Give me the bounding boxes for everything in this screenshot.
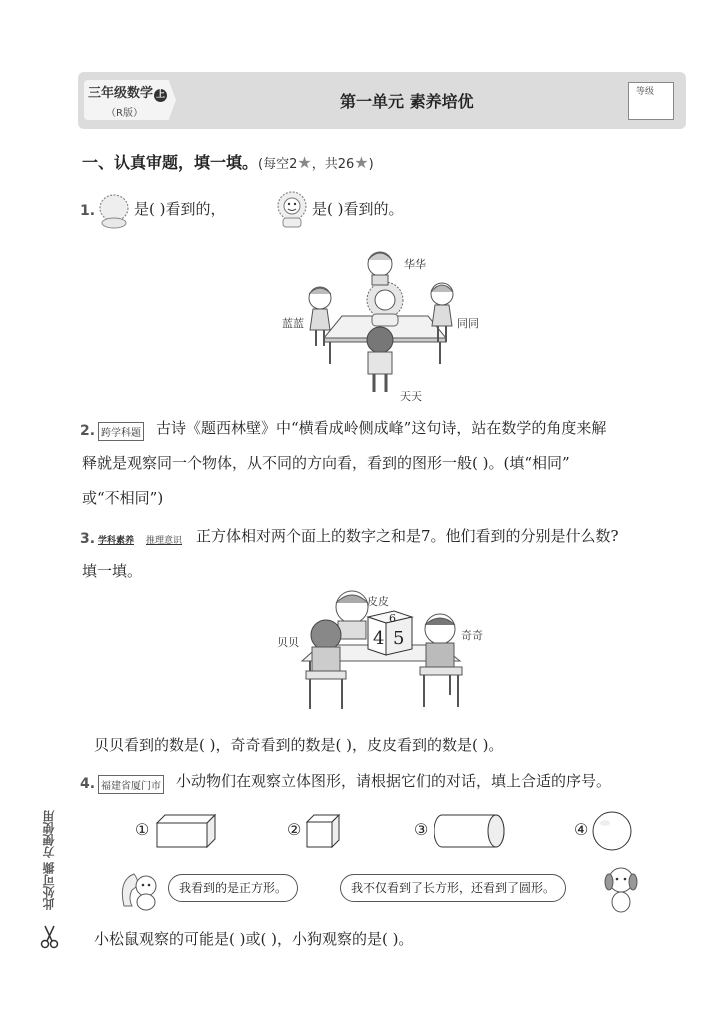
q3-tag1: 学科素养 — [98, 536, 135, 546]
sphere-shape — [591, 810, 633, 852]
section-title — [82, 150, 374, 173]
star-icon: ★ — [297, 153, 312, 172]
q4-line1: 小动物们在观察立体图形，请根据它们的对话，填上合适的序号。 — [176, 772, 612, 790]
label-tiantian: 天天 — [400, 390, 422, 403]
edition-label: （R版） — [106, 108, 143, 119]
q4-number: 4. — [80, 776, 96, 792]
rank-label: 等级 — [636, 87, 655, 97]
q3-line2: 填一填。 — [82, 562, 143, 580]
score-note-a: (每空2 — [258, 157, 298, 172]
label-qiqi: 奇奇 — [461, 629, 483, 642]
squirrel-speech-bubble: 我看到的是正方形。 — [168, 874, 298, 902]
cylinder-shape — [434, 813, 506, 849]
q3-number: 3. — [80, 531, 96, 547]
q2-tag: 跨学科题 — [98, 422, 144, 441]
grade-badge: 上 — [156, 90, 166, 100]
cube-top-face: 6 — [389, 612, 396, 625]
shape-label-3: ③ — [414, 820, 429, 839]
q1-part1: 是( )看到的， — [134, 200, 226, 218]
q4-tag: 福建省厦门市 — [98, 775, 164, 794]
cube-shape — [305, 813, 341, 849]
cube-left-face: 4 — [373, 628, 385, 649]
q1-number: 1. — [80, 203, 96, 219]
shape-label-2: ② — [287, 820, 302, 839]
label-huahua: 华华 — [404, 258, 426, 271]
lion-back-icon — [94, 190, 134, 230]
q2-line3: 或“不相同”) — [82, 489, 164, 507]
dog-speech-bubble: 我不仅看到了长方形，还看到了圆形。 — [340, 874, 566, 902]
unit-title: 第一单元 素养培优 — [340, 92, 474, 111]
squirrel-icon — [118, 866, 164, 912]
q3-answer: 贝贝看到的数是( )，奇奇看到的数是( )，皮皮看到的数是( )。 — [94, 736, 504, 754]
q2-number: 2. — [80, 423, 96, 439]
q2-line2: 释就是观察同一个物体，从不同的方向看，看到的图形一般( )。(填“相同” — [82, 454, 570, 472]
shape-label-1: ① — [135, 820, 150, 839]
score-note-c: ) — [368, 157, 374, 172]
label-tongtong: 同同 — [457, 317, 479, 330]
label-pipi: 皮皮 — [367, 595, 389, 608]
score-note-b: ，共26 — [311, 157, 355, 172]
section-heading: 一、认真审题，填一填。 — [82, 153, 259, 172]
shape-label-4: ④ — [574, 820, 589, 839]
q3-line1: 正方体相对两个面上的数字之和是7。他们看到的分别是什么数? — [196, 527, 619, 545]
scissors-icon — [40, 924, 60, 950]
label-beibei: 贝贝 — [277, 636, 299, 649]
q4-answer: 小松鼠观察的可能是( )或( )，小狗观察的是( )。 — [94, 930, 414, 948]
star-icon: ★ — [354, 153, 369, 172]
label-lanlan: 蓝蓝 — [282, 317, 304, 330]
cube-right-face: 5 — [393, 628, 405, 649]
cuboid-shape — [155, 813, 217, 849]
q2-line1: 古诗《题西林壁》中“横看成岭侧成峰”这句诗，站在数学的角度来解 — [156, 419, 607, 437]
dog-icon — [600, 864, 642, 914]
side-tear-note: 此处可撕 方便使用 — [42, 809, 56, 910]
q3-tag2: 推理意识 — [146, 536, 183, 546]
q1-part2: 是( )看到的。 — [312, 200, 404, 218]
grade-title: 三年级数学 上 — [88, 86, 166, 101]
lion-front-icon — [272, 190, 312, 230]
